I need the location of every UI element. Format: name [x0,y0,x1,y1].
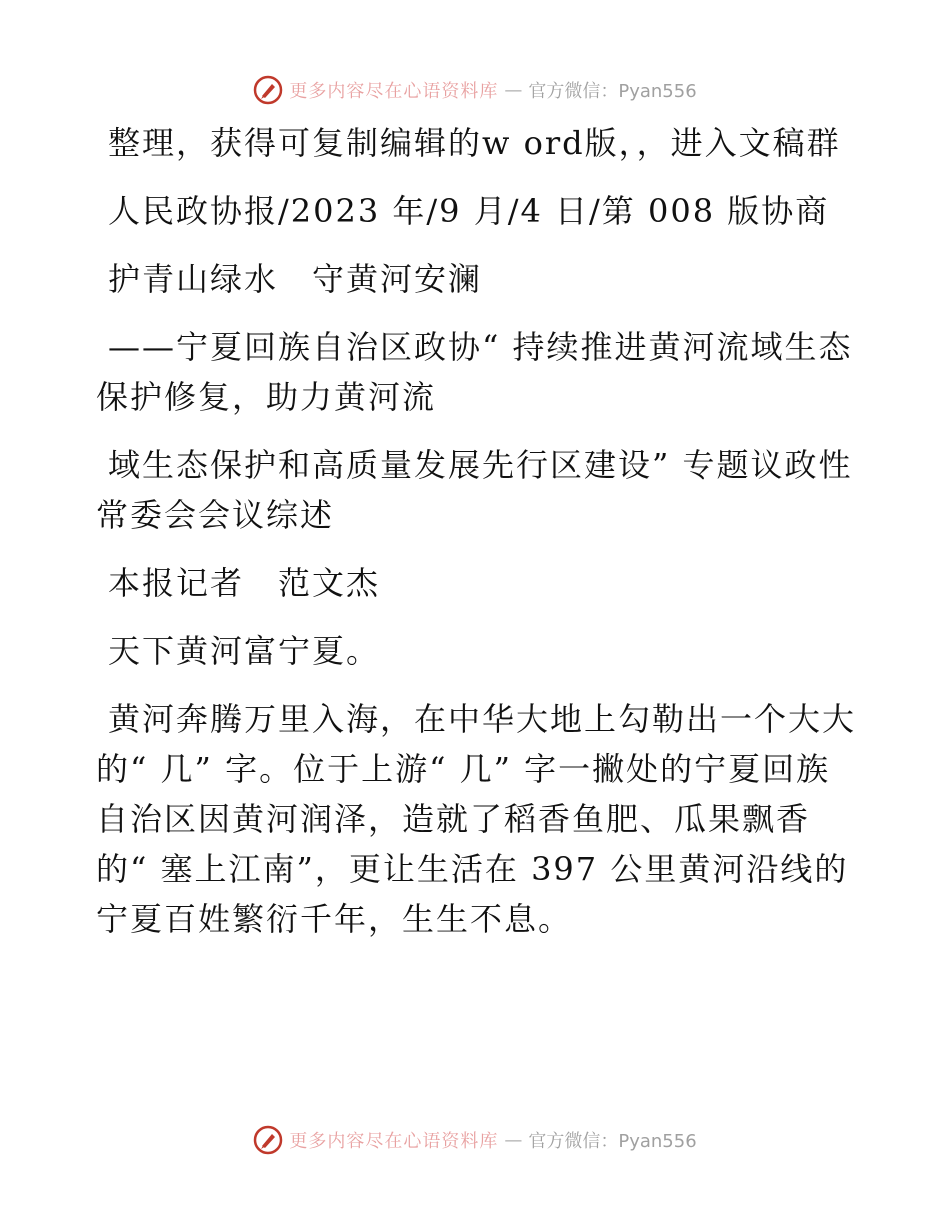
watermark-separator: — [504,79,523,101]
article-subtitle-2: 域生态保护和高质量发展先行区建设” 专题议政性常委会会议综述 [96,446,853,534]
footer-watermark [0,1120,950,1160]
watermark-text: 更多内容尽在心语资料库 [289,81,499,102]
article-title: 护青山绿水 守黄河安澜 [108,260,483,298]
paragraph-lead: 天下黄河富宁夏。 [108,632,381,670]
pen-nib-circle-icon [253,1125,283,1155]
paragraph-body: 黄河奔腾万里入海，在中华大地上勾勒出一个大大的“ 几” 字。位于上游“ 几” 字一撇处的宁夏回族自治区因黄河润泽，造就了稻香鱼肥、瓜果飘香的“ 塞上江南”，更让生活在 397 公里黄河沿线的宁夏百姓繁衍千年，生生不息。 [96,700,857,938]
document-body [96,118,856,962]
article-byline: 本报记者 范文杰 [108,564,381,602]
paragraph-intro: 整理，获得可复制编辑的w ord版，，进入文稿群 [108,124,841,162]
watermark-contact: 官方微信：Pyan556 [528,81,697,102]
watermark-contact: 官方微信：Pyan556 [528,1131,697,1152]
pen-nib-circle-icon [253,75,283,105]
paragraph-source: 人民政协报/2023 年/9 月/4 日/第 008 版协商 [108,192,830,230]
header-watermark [0,70,950,110]
watermark-separator: — [504,1129,523,1151]
watermark-text: 更多内容尽在心语资料库 [289,1131,499,1152]
article-subtitle-1: ——宁夏回族自治区政协“ 持续推进黄河流域生态保护修复，助力黄河流 [96,328,853,416]
